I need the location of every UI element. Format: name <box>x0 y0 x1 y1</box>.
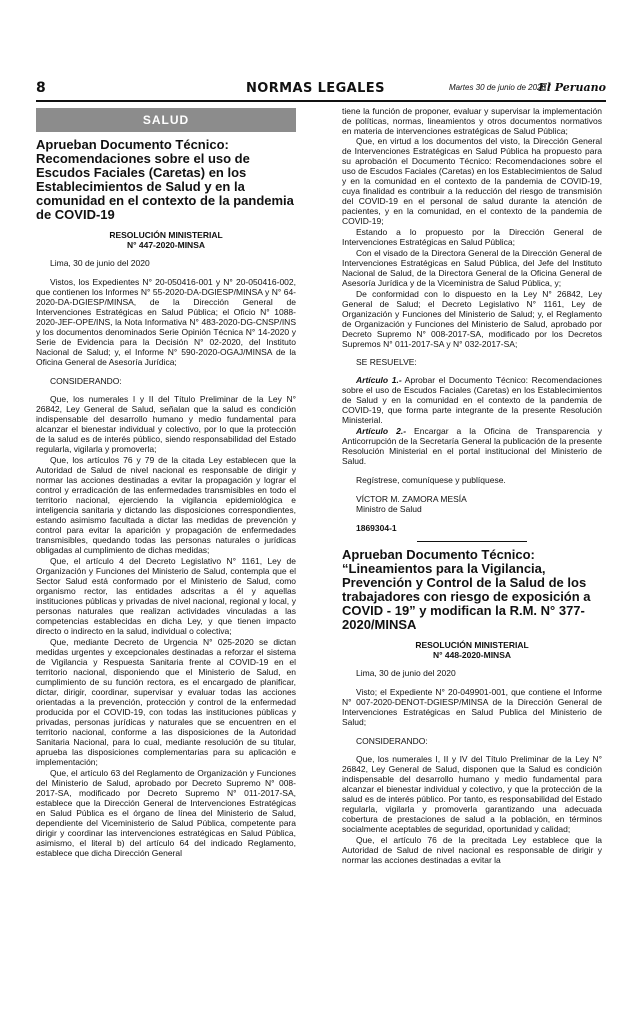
article-divider <box>417 541 527 542</box>
resolution-heading <box>36 230 296 250</box>
considerando-paragraph: Que, los numerales I, II y IV del Título Preliminar de la Ley N° 26842, Ley General de Salud, disponen que la Salud es condición indispensable del desarrollo humano y medio fundamental para alcanzar el bienestar individual y colectivo, y que la protección de la salud es de interés público. Por tanto, es responsabilidad del Estado regularla, vigilarla y promoverla garantizando una adecuada cobertura de prestaciones de salud a la población, en términos socialmente aceptables de seguridad, oportunidad y calidad; <box>342 754 602 834</box>
signer-name: VÍCTOR M. ZAMORA MESÍA <box>356 494 467 504</box>
considerando-paragraph: tiene la función de proponer, evaluar y supervisar la implementación de políticas, normas, lineamientos y otros documentos normativos en materia de intervenciones estratégicas de Salud Pública; <box>342 106 602 136</box>
resolution-date: Lima, 30 de junio del 2020 <box>356 668 456 678</box>
considerando-paragraph: De conformidad con lo dispuesto en la Ley N° 26842, Ley General de Salud; el Decreto Legislativo N° 1161, Ley de Organización y Funciones del Ministerio de Salud; y, el Reglamento de Organización y Funciones del Ministerio de Salud, aprobado por Decreto Supremo N° 008-2017-SA, modificado por los Decretos Supremos N° 011-2017-SA y N° 032-2017-SA; <box>342 289 602 349</box>
considerando-paragraph: Que, en virtud a los documentos del visto, la Dirección General de Intervenciones Estratégicas en Salud Pública ha propuesto para su aprobación el Documento Técnico: Recomendaciones sobre el uso de Escudos Faciales (Caretas) en los Establecimientos de Salud y en la comunidad en el contexto de la pandemia de COVID-19, cuya finalidad es contribuir a la reducción del riesgo de transmisión del COVID-19 en el personal de salud durante la atención de pacientes, y en la comunidad, en el contexto de la pandemia de COVID-19; <box>342 136 602 226</box>
section-band: SALUD <box>36 108 296 132</box>
considerando-paragraph: Que, el artículo 63 del Reglamento de Organización y Funciones del Ministerio de Salud, aprobado por Decreto Supremo N° 008-2017-SA, modificado por Decreto Supremo N° 011-2017-SA, establece que la Dirección General de Intervenciones Estratégicas en Salud Pública es el órgano de línea del Ministerio de Salud, dependiente del Viceministerio de Salud Pública, competente para dirigir y coordinar las intervenciones estratégicas en Salud Pública, asimismo, el literal b) del artículo 64 del indicado Reglamento, establece que dicha Dirección General <box>36 768 296 858</box>
considerando-paragraph: Que, los numerales I y II del Título Preliminar de la Ley N° 26842, Ley General de Salud, señalan que la salud es condición indispensable del desarrollo humano y medio fundamental para alcanzar el bienestar individual y colectivo, por lo que la protección de la salud es de interés público, siendo responsabilidad del Estado regularla, vigilarla y promoverla; <box>36 394 296 454</box>
resolution-article <box>342 426 602 466</box>
left-column <box>36 108 296 859</box>
article-title: Aprueban Documento Técnico: Recomendaciones sobre el uso de Escudos Faciales (Caretas) en los Establecimientos de Salud y en la comunidad en el contexto de la pandemia de COVID-19 <box>36 137 294 222</box>
considerando-label: CONSIDERANDO: <box>356 736 428 746</box>
resolution-heading <box>342 640 602 660</box>
resolution-article <box>342 375 602 425</box>
page-number: 8 <box>36 80 46 96</box>
page-header <box>36 78 606 102</box>
considerando-paragraph: Que, los artículos 76 y 79 de la citada Ley establecen que la Autoridad de Salud de nivel nacional es responsable de dirigir y normar las acciones destinadas a evitar la propagación y lograr el control y erradicación de las enfermedades transmisibles en todo el territorio nacional, ejerciendo la vigilancia epidemiológica e inteligencia sanitaria y dictando las disposiciones correspondientes, estando asimismo facultada a dictar las medidas de prevención y control para evitar la aparición y propagación de enfermedades transmisibles, quedando todas las personas naturales o jurídicas obligadas al cumplimiento de dichas medidas; <box>36 455 296 555</box>
considerando-paragraph: Con el visado de la Directora General de la Dirección General de Intervenciones Estratégicas en Salud Pública, del Jefe del Instituto Nacional de Salud, de la Directora General de la Oficina General de Asesoría Jurídica y de la Viceministra de Salud Pública, y; <box>342 248 602 288</box>
considerando-paragraph: Que, el artículo 76 de la precitada Ley establece que la Autoridad de Salud de nivel nacional es responsable de dirigir y normar las acciones destinadas a evitar la <box>342 835 602 865</box>
vistos-paragraph: Vistos, los Expedientes N° 20-050416-001 y N° 20-050416-002, que contienen los Informes N° 55-2020-DA-DGIESP/MINSA y N° 64-2020-DA-DGIESP/MINSA, de la Dirección General de Intervenciones Estratégicas en Salud Pública; el Oficio N° 1088-2020-JEF-OPE/INS, la Nota Informativa N° 483-2020-DG-CNSP/INS y los documentos denominados Serie Opinión Técnica N° 14-2020 y Serie de Evidencia para la Decisión N° 02-2020, del Instituto Nacional de Salud; y, el Informe N° 590-2020-OGAJ/MINSA de la Oficina General de Asesoría Jurídica; <box>36 277 296 367</box>
resuelve-label: SE RESUELVE: <box>356 357 417 367</box>
visto-paragraph: Visto; el Expediente N° 20-049901-001, que contiene el Informe N° 007-2020-DENOT-DGIESP/MINSA de la Dirección General de Intervenciones Estratégicas en Salud Publica del Ministerio de Salud; <box>342 687 602 727</box>
newspaper-brand: El Peruano <box>538 81 606 94</box>
header-divider <box>36 100 606 102</box>
considerando-paragraph: Que, mediante Decreto de Urgencia N° 025-2020 se dictan medidas urgentes y excepcionales destinadas a reforzar el sistema de Vigilancia y Respuesta Sanitaria frente al COVID-19 en el territorio nacional, disponiendo que el Ministerio de Salud, en cumplimiento de su función rectora, es el encargado de planificar, dictar, dirigir, coordinar, supervisar y evaluar todas las acciones orientadas a la prevención, protección y control de la enfermedad producida por el COVID-19, con todas las instituciones públicas y privadas, personas jurídicas y naturales que se encuentren en el territorio nacional, conforme a las disposiciones de la Autoridad Sanitaria Nacional, para lo cual, mediante resolución de su titular, aprueba las disposiciones complementarias para su aplicación e implementación; <box>36 637 296 767</box>
signer-title: Ministro de Salud <box>356 504 422 514</box>
article-text: Aprobar el Documento Técnico: Recomendaciones sobre el uso de Escudos Faciales (Caretas) en los Establecimientos de Salud y en la comunidad en el contexto de la pandemia de COVID-19, que forma parte integrante de la presente Resolución Ministerial. <box>342 375 602 425</box>
considerando-paragraph: Estando a lo propuesto por la Dirección General de Intervenciones Estratégicas en Salud Pública; <box>342 227 602 247</box>
resolution-type: RESOLUCIÓN MINISTERIAL <box>415 640 529 650</box>
article-number: Artículo 2.- <box>356 426 407 436</box>
article-text: Encargar a la Oficina de Transparencia y Anticorrupción de la Secretaría General la publicación de la presente Resolución Ministerial en el portal institucional del Ministerio de Salud. <box>342 426 602 466</box>
resolution-date: Lima, 30 de junio del 2020 <box>50 258 150 268</box>
resolution-number: N° 448-2020-MINSA <box>432 650 512 660</box>
considerando-label: CONSIDERANDO: <box>50 376 122 386</box>
publication-code: 1869304-1 <box>356 523 397 533</box>
header-date: Martes 30 de junio de 2020 / <box>449 83 551 92</box>
resolution-type: RESOLUCIÓN MINISTERIAL <box>109 230 223 240</box>
article-number: Artículo 1.- <box>356 375 402 385</box>
article-title: Aprueban Documento Técnico: “Lineamientos para la Vigilancia, Prevención y Control de la Salud de los trabajadores con riesgo de exposición a COVID - 19” y modifican la R.M. N° 377-2020/MINSA <box>342 547 591 632</box>
resolution-number: N° 447-2020-MINSA <box>126 240 206 250</box>
considerando-paragraph: Que, el artículo 4 del Decreto Legislativo N° 1161, Ley de Organización y Funciones del Ministerio de Salud, contempla que el Sector Salud está conformado por el Ministerio de Salud, como organismo rector, las entidades adscritas a él y aquellas instituciones públicas y privadas de nivel nacional, regional y local, y personas naturales que realizan actividades vinculadas a las competencias establecidas en dicha Ley, y que tienen impacto directo o indirecto en la salud, individual o colectiva; <box>36 556 296 636</box>
publication-section-title: NORMAS LEGALES <box>246 81 385 96</box>
right-column <box>342 106 602 866</box>
closing-formula: Regístrese, comuníquese y publíquese. <box>356 475 506 485</box>
